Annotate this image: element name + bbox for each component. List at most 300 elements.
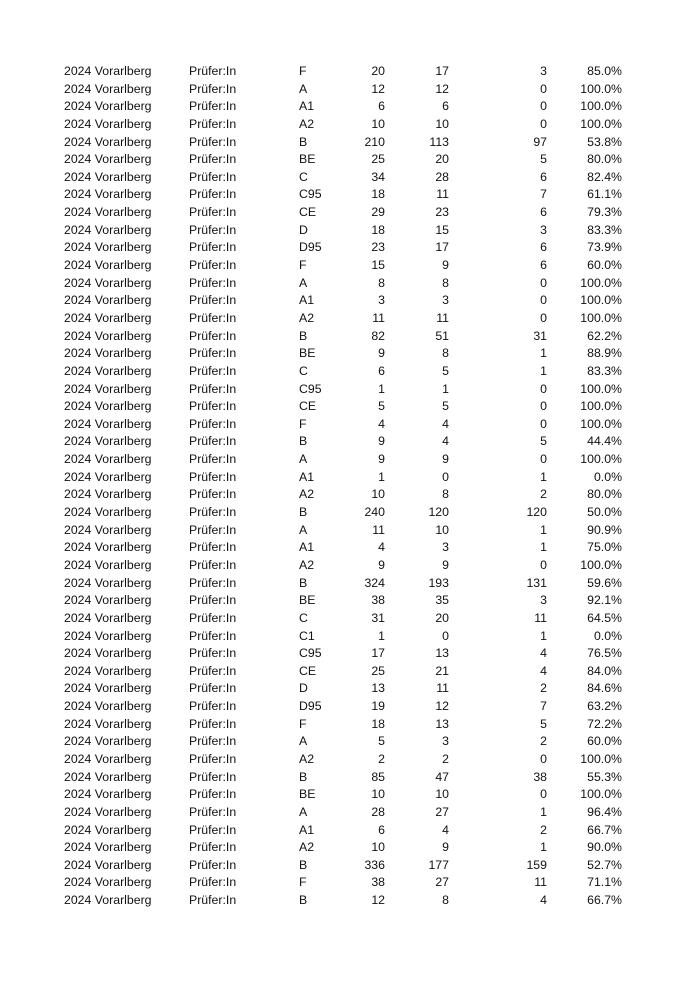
role-cell: Prüfer:In: [189, 505, 237, 520]
role-cell: Prüfer:In: [189, 240, 237, 255]
pass-rate-cell: 100.0%: [580, 381, 622, 396]
table-row: [0, 345, 700, 363]
table-row: [0, 222, 700, 240]
region-cell: 2024 Vorarlberg: [64, 310, 152, 325]
pass-rate-cell: 60.0%: [587, 734, 622, 749]
license-class-cell: A: [299, 522, 308, 537]
failed-count-cell: 1: [540, 628, 547, 643]
pass-rate-cell: 66.7%: [587, 893, 622, 908]
passed-count-cell: 11: [436, 681, 449, 696]
failed-count-cell: 0: [540, 116, 547, 131]
data-table: [0, 63, 700, 910]
table-row: [0, 557, 700, 575]
pass-rate-cell: 79.3%: [587, 205, 622, 220]
total-count-cell: 10: [371, 787, 385, 802]
failed-count-cell: 2: [540, 487, 547, 502]
failed-count-cell: 7: [540, 187, 547, 202]
pass-rate-cell: 88.9%: [587, 346, 622, 361]
table-row: [0, 134, 700, 152]
pass-rate-cell: 100.0%: [580, 116, 622, 131]
license-class-cell: F: [299, 258, 307, 273]
role-cell: Prüfer:In: [189, 751, 237, 766]
pass-rate-cell: 100.0%: [580, 275, 622, 290]
region-cell: 2024 Vorarlberg: [64, 258, 152, 273]
license-class-cell: D: [299, 222, 308, 237]
passed-count-cell: 3: [442, 540, 449, 555]
total-count-cell: 1: [378, 381, 385, 396]
failed-count-cell: 1: [540, 522, 547, 537]
passed-count-cell: 3: [442, 734, 449, 749]
license-class-cell: BE: [299, 787, 316, 802]
role-cell: Prüfer:In: [189, 769, 237, 784]
table-row: [0, 81, 700, 99]
role-cell: Prüfer:In: [189, 522, 237, 537]
passed-count-cell: 8: [442, 487, 449, 502]
role-cell: Prüfer:In: [189, 822, 237, 837]
table-row: [0, 698, 700, 716]
total-count-cell: 10: [371, 487, 385, 502]
license-class-cell: BE: [299, 346, 316, 361]
region-cell: 2024 Vorarlberg: [64, 328, 152, 343]
role-cell: Prüfer:In: [189, 99, 237, 114]
total-count-cell: 38: [371, 593, 385, 608]
failed-count-cell: 2: [540, 822, 547, 837]
total-count-cell: 4: [378, 540, 385, 555]
failed-count-cell: 120: [526, 505, 547, 520]
role-cell: Prüfer:In: [189, 293, 237, 308]
passed-count-cell: 23: [435, 205, 449, 220]
role-cell: Prüfer:In: [189, 699, 237, 714]
total-count-cell: 25: [371, 663, 385, 678]
license-class-cell: A2: [299, 487, 315, 502]
pass-rate-cell: 62.2%: [587, 328, 622, 343]
region-cell: 2024 Vorarlberg: [64, 787, 152, 802]
license-class-cell: C95: [299, 381, 322, 396]
failed-count-cell: 0: [540, 557, 547, 572]
region-cell: 2024 Vorarlberg: [64, 522, 152, 537]
table-row: [0, 381, 700, 399]
pass-rate-cell: 44.4%: [587, 434, 622, 449]
license-class-cell: F: [299, 64, 307, 78]
failed-count-cell: 4: [540, 893, 547, 908]
role-cell: Prüfer:In: [189, 310, 237, 325]
region-cell: 2024 Vorarlberg: [64, 452, 152, 467]
total-count-cell: 6: [378, 99, 385, 114]
region-cell: 2024 Vorarlberg: [64, 540, 152, 555]
passed-count-cell: 9: [442, 557, 449, 572]
table-row: [0, 398, 700, 416]
table-row: [0, 645, 700, 663]
region-cell: 2024 Vorarlberg: [64, 681, 152, 696]
failed-count-cell: 6: [540, 258, 547, 273]
license-class-cell: F: [299, 875, 307, 890]
license-class-cell: B: [299, 575, 308, 590]
pass-rate-cell: 100.0%: [580, 557, 622, 572]
total-count-cell: 23: [371, 240, 385, 255]
license-class-cell: C95: [299, 187, 322, 202]
table-row: [0, 786, 700, 804]
total-count-cell: 18: [371, 222, 385, 237]
table-row: [0, 186, 700, 204]
total-count-cell: 6: [378, 822, 385, 837]
license-class-cell: B: [299, 328, 308, 343]
passed-count-cell: 10: [435, 522, 449, 537]
pass-rate-cell: 66.7%: [587, 822, 622, 837]
role-cell: Prüfer:In: [189, 734, 237, 749]
passed-count-cell: 5: [442, 399, 449, 414]
pass-rate-cell: 60.0%: [587, 258, 622, 273]
failed-count-cell: 1: [540, 804, 547, 819]
passed-count-cell: 4: [442, 434, 449, 449]
failed-count-cell: 0: [540, 99, 547, 114]
table-row: [0, 680, 700, 698]
total-count-cell: 12: [371, 893, 385, 908]
failed-count-cell: 2: [540, 734, 547, 749]
total-count-cell: 10: [371, 840, 385, 855]
failed-count-cell: 4: [540, 663, 547, 678]
license-class-cell: B: [299, 434, 308, 449]
license-class-cell: B: [299, 505, 308, 520]
total-count-cell: 12: [371, 81, 385, 96]
role-cell: Prüfer:In: [189, 275, 237, 290]
failed-count-cell: 1: [540, 840, 547, 855]
role-cell: Prüfer:In: [189, 328, 237, 343]
passed-count-cell: 6: [442, 99, 449, 114]
role-cell: Prüfer:In: [189, 840, 237, 855]
pass-rate-cell: 71.1%: [587, 875, 622, 890]
passed-count-cell: 120: [428, 505, 449, 520]
table-row: [0, 504, 700, 522]
license-class-cell: A1: [299, 822, 315, 837]
passed-count-cell: 2: [442, 751, 449, 766]
license-class-cell: A1: [299, 293, 315, 308]
table-row: [0, 486, 700, 504]
total-count-cell: 240: [364, 505, 385, 520]
pass-rate-cell: 84.0%: [587, 663, 622, 678]
table-row: [0, 663, 700, 681]
region-cell: 2024 Vorarlberg: [64, 804, 152, 819]
total-count-cell: 6: [378, 363, 385, 378]
license-class-cell: A2: [299, 116, 315, 131]
license-class-cell: F: [299, 416, 307, 431]
table-row: [0, 610, 700, 628]
passed-count-cell: 10: [435, 787, 449, 802]
total-count-cell: 9: [378, 346, 385, 361]
total-count-cell: 4: [378, 416, 385, 431]
table-row: [0, 839, 700, 857]
license-class-cell: CE: [299, 663, 317, 678]
role-cell: Prüfer:In: [189, 716, 237, 731]
failed-count-cell: 1: [540, 363, 547, 378]
license-class-cell: A1: [299, 540, 315, 555]
failed-count-cell: 1: [540, 540, 547, 555]
table-row: [0, 451, 700, 469]
total-count-cell: 19: [371, 699, 385, 714]
total-count-cell: 20: [371, 64, 385, 78]
passed-count-cell: 35: [435, 593, 449, 608]
failed-count-cell: 38: [533, 769, 547, 784]
table-row: [0, 204, 700, 222]
pass-rate-cell: 53.8%: [587, 134, 622, 149]
table-row: [0, 751, 700, 769]
failed-count-cell: 5: [540, 152, 547, 167]
failed-count-cell: 0: [540, 275, 547, 290]
failed-count-cell: 3: [540, 222, 547, 237]
role-cell: Prüfer:In: [189, 222, 237, 237]
table-row: [0, 275, 700, 293]
region-cell: 2024 Vorarlberg: [64, 240, 152, 255]
license-class-cell: BE: [299, 152, 316, 167]
total-count-cell: 34: [371, 169, 385, 184]
region-cell: 2024 Vorarlberg: [64, 222, 152, 237]
table-row: [0, 257, 700, 275]
license-class-cell: CE: [299, 399, 317, 414]
pass-rate-cell: 80.0%: [587, 487, 622, 502]
license-class-cell: C: [299, 169, 308, 184]
table-row: [0, 416, 700, 434]
region-cell: 2024 Vorarlberg: [64, 593, 152, 608]
total-count-cell: 8: [378, 275, 385, 290]
role-cell: Prüfer:In: [189, 628, 237, 643]
role-cell: Prüfer:In: [189, 152, 237, 167]
passed-count-cell: 177: [428, 857, 449, 872]
total-count-cell: 9: [378, 557, 385, 572]
table-row: [0, 239, 700, 257]
passed-count-cell: 47: [435, 769, 449, 784]
region-cell: 2024 Vorarlberg: [64, 275, 152, 290]
role-cell: Prüfer:In: [189, 593, 237, 608]
region-cell: 2024 Vorarlberg: [64, 769, 152, 784]
failed-count-cell: 0: [540, 81, 547, 96]
passed-count-cell: 0: [442, 469, 449, 484]
pass-rate-cell: 96.4%: [587, 804, 622, 819]
role-cell: Prüfer:In: [189, 469, 237, 484]
passed-count-cell: 28: [435, 169, 449, 184]
table-row: [0, 292, 700, 310]
region-cell: 2024 Vorarlberg: [64, 857, 152, 872]
license-class-cell: D: [299, 681, 308, 696]
role-cell: Prüfer:In: [189, 346, 237, 361]
pass-rate-cell: 85.0%: [587, 64, 622, 78]
license-class-cell: B: [299, 134, 308, 149]
total-count-cell: 38: [371, 875, 385, 890]
pass-rate-cell: 100.0%: [580, 416, 622, 431]
license-class-cell: C95: [299, 646, 322, 661]
region-cell: 2024 Vorarlberg: [64, 434, 152, 449]
role-cell: Prüfer:In: [189, 363, 237, 378]
passed-count-cell: 3: [442, 293, 449, 308]
total-count-cell: 11: [372, 522, 385, 537]
total-count-cell: 336: [364, 857, 385, 872]
role-cell: Prüfer:In: [189, 116, 237, 131]
region-cell: 2024 Vorarlberg: [64, 487, 152, 502]
region-cell: 2024 Vorarlberg: [64, 893, 152, 908]
passed-count-cell: 11: [436, 187, 449, 202]
table-row: [0, 151, 700, 169]
failed-count-cell: 6: [540, 169, 547, 184]
license-class-cell: D95: [299, 240, 322, 255]
passed-count-cell: 8: [442, 346, 449, 361]
license-class-cell: A: [299, 804, 308, 819]
region-cell: 2024 Vorarlberg: [64, 875, 152, 890]
region-cell: 2024 Vorarlberg: [64, 116, 152, 131]
table-row: [0, 733, 700, 751]
total-count-cell: 11: [372, 310, 385, 325]
failed-count-cell: 159: [526, 857, 547, 872]
license-class-cell: A2: [299, 751, 315, 766]
total-count-cell: 31: [371, 610, 385, 625]
region-cell: 2024 Vorarlberg: [64, 822, 152, 837]
passed-count-cell: 17: [435, 64, 449, 78]
total-count-cell: 1: [378, 469, 385, 484]
region-cell: 2024 Vorarlberg: [64, 469, 152, 484]
role-cell: Prüfer:In: [189, 169, 237, 184]
role-cell: Prüfer:In: [189, 416, 237, 431]
failed-count-cell: 1: [540, 346, 547, 361]
pass-rate-cell: 72.2%: [587, 716, 622, 731]
role-cell: Prüfer:In: [189, 399, 237, 414]
passed-count-cell: 17: [435, 240, 449, 255]
table-row: [0, 63, 700, 81]
total-count-cell: 3: [378, 293, 385, 308]
failed-count-cell: 0: [540, 293, 547, 308]
table-row: [0, 822, 700, 840]
total-count-cell: 25: [371, 152, 385, 167]
license-class-cell: C: [299, 363, 308, 378]
pass-rate-cell: 76.5%: [587, 646, 622, 661]
failed-count-cell: 6: [540, 205, 547, 220]
failed-count-cell: 5: [540, 716, 547, 731]
passed-count-cell: 193: [428, 575, 449, 590]
table-row: [0, 716, 700, 734]
role-cell: Prüfer:In: [189, 434, 237, 449]
role-cell: Prüfer:In: [189, 663, 237, 678]
table-row: [0, 892, 700, 910]
license-class-cell: D95: [299, 699, 322, 714]
passed-count-cell: 4: [442, 416, 449, 431]
passed-count-cell: 9: [442, 452, 449, 467]
table-row: [0, 539, 700, 557]
total-count-cell: 210: [364, 134, 385, 149]
total-count-cell: 2: [378, 751, 385, 766]
total-count-cell: 82: [371, 328, 385, 343]
failed-count-cell: 0: [540, 787, 547, 802]
failed-count-cell: 4: [540, 646, 547, 661]
license-class-cell: A: [299, 452, 308, 467]
total-count-cell: 1: [378, 628, 385, 643]
region-cell: 2024 Vorarlberg: [64, 381, 152, 396]
passed-count-cell: 9: [442, 840, 449, 855]
passed-count-cell: 4: [442, 822, 449, 837]
region-cell: 2024 Vorarlberg: [64, 293, 152, 308]
region-cell: 2024 Vorarlberg: [64, 734, 152, 749]
role-cell: Prüfer:In: [189, 81, 237, 96]
failed-count-cell: 0: [540, 452, 547, 467]
table-row: [0, 469, 700, 487]
total-count-cell: 324: [364, 575, 385, 590]
pass-rate-cell: 61.1%: [587, 187, 622, 202]
region-cell: 2024 Vorarlberg: [64, 205, 152, 220]
total-count-cell: 18: [371, 187, 385, 202]
region-cell: 2024 Vorarlberg: [64, 575, 152, 590]
passed-count-cell: 10: [435, 116, 449, 131]
pass-rate-cell: 75.0%: [587, 540, 622, 555]
role-cell: Prüfer:In: [189, 452, 237, 467]
total-count-cell: 10: [371, 116, 385, 131]
total-count-cell: 85: [371, 769, 385, 784]
pass-rate-cell: 92.1%: [587, 593, 622, 608]
total-count-cell: 28: [371, 804, 385, 819]
role-cell: Prüfer:In: [189, 804, 237, 819]
license-class-cell: BE: [299, 593, 316, 608]
passed-count-cell: 9: [442, 258, 449, 273]
role-cell: Prüfer:In: [189, 64, 237, 78]
region-cell: 2024 Vorarlberg: [64, 840, 152, 855]
table-row: [0, 169, 700, 187]
failed-count-cell: 11: [534, 875, 547, 890]
failed-count-cell: 0: [540, 310, 547, 325]
region-cell: 2024 Vorarlberg: [64, 699, 152, 714]
passed-count-cell: 20: [435, 610, 449, 625]
pass-rate-cell: 59.6%: [587, 575, 622, 590]
failed-count-cell: 0: [540, 416, 547, 431]
table-row: [0, 874, 700, 892]
pass-rate-cell: 100.0%: [580, 452, 622, 467]
failed-count-cell: 3: [540, 64, 547, 78]
passed-count-cell: 11: [436, 310, 449, 325]
table-row: [0, 769, 700, 787]
region-cell: 2024 Vorarlberg: [64, 169, 152, 184]
license-class-cell: C: [299, 610, 308, 625]
table-row: [0, 116, 700, 134]
license-class-cell: A: [299, 734, 308, 749]
role-cell: Prüfer:In: [189, 187, 237, 202]
license-class-cell: A2: [299, 840, 315, 855]
role-cell: Prüfer:In: [189, 134, 237, 149]
failed-count-cell: 2: [540, 681, 547, 696]
total-count-cell: 9: [378, 434, 385, 449]
pass-rate-cell: 100.0%: [580, 399, 622, 414]
passed-count-cell: 113: [429, 134, 449, 149]
passed-count-cell: 5: [442, 363, 449, 378]
failed-count-cell: 6: [540, 240, 547, 255]
region-cell: 2024 Vorarlberg: [64, 99, 152, 114]
passed-count-cell: 12: [435, 699, 449, 714]
region-cell: 2024 Vorarlberg: [64, 416, 152, 431]
license-class-cell: A: [299, 81, 308, 96]
table-row: [0, 857, 700, 875]
pass-rate-cell: 73.9%: [587, 240, 622, 255]
region-cell: 2024 Vorarlberg: [64, 81, 152, 96]
passed-count-cell: 51: [435, 328, 449, 343]
region-cell: 2024 Vorarlberg: [64, 610, 152, 625]
pass-rate-cell: 84.6%: [587, 681, 622, 696]
region-cell: 2024 Vorarlberg: [64, 751, 152, 766]
table-row: [0, 575, 700, 593]
passed-count-cell: 1: [442, 381, 449, 396]
region-cell: 2024 Vorarlberg: [64, 663, 152, 678]
license-class-cell: F: [299, 716, 307, 731]
passed-count-cell: 27: [435, 875, 449, 890]
pass-rate-cell: 100.0%: [580, 787, 622, 802]
pass-rate-cell: 63.2%: [587, 699, 622, 714]
total-count-cell: 18: [371, 716, 385, 731]
total-count-cell: 13: [371, 681, 385, 696]
role-cell: Prüfer:In: [189, 681, 237, 696]
pass-rate-cell: 90.0%: [587, 840, 622, 855]
pass-rate-cell: 82.4%: [587, 169, 622, 184]
license-class-cell: A: [299, 275, 308, 290]
